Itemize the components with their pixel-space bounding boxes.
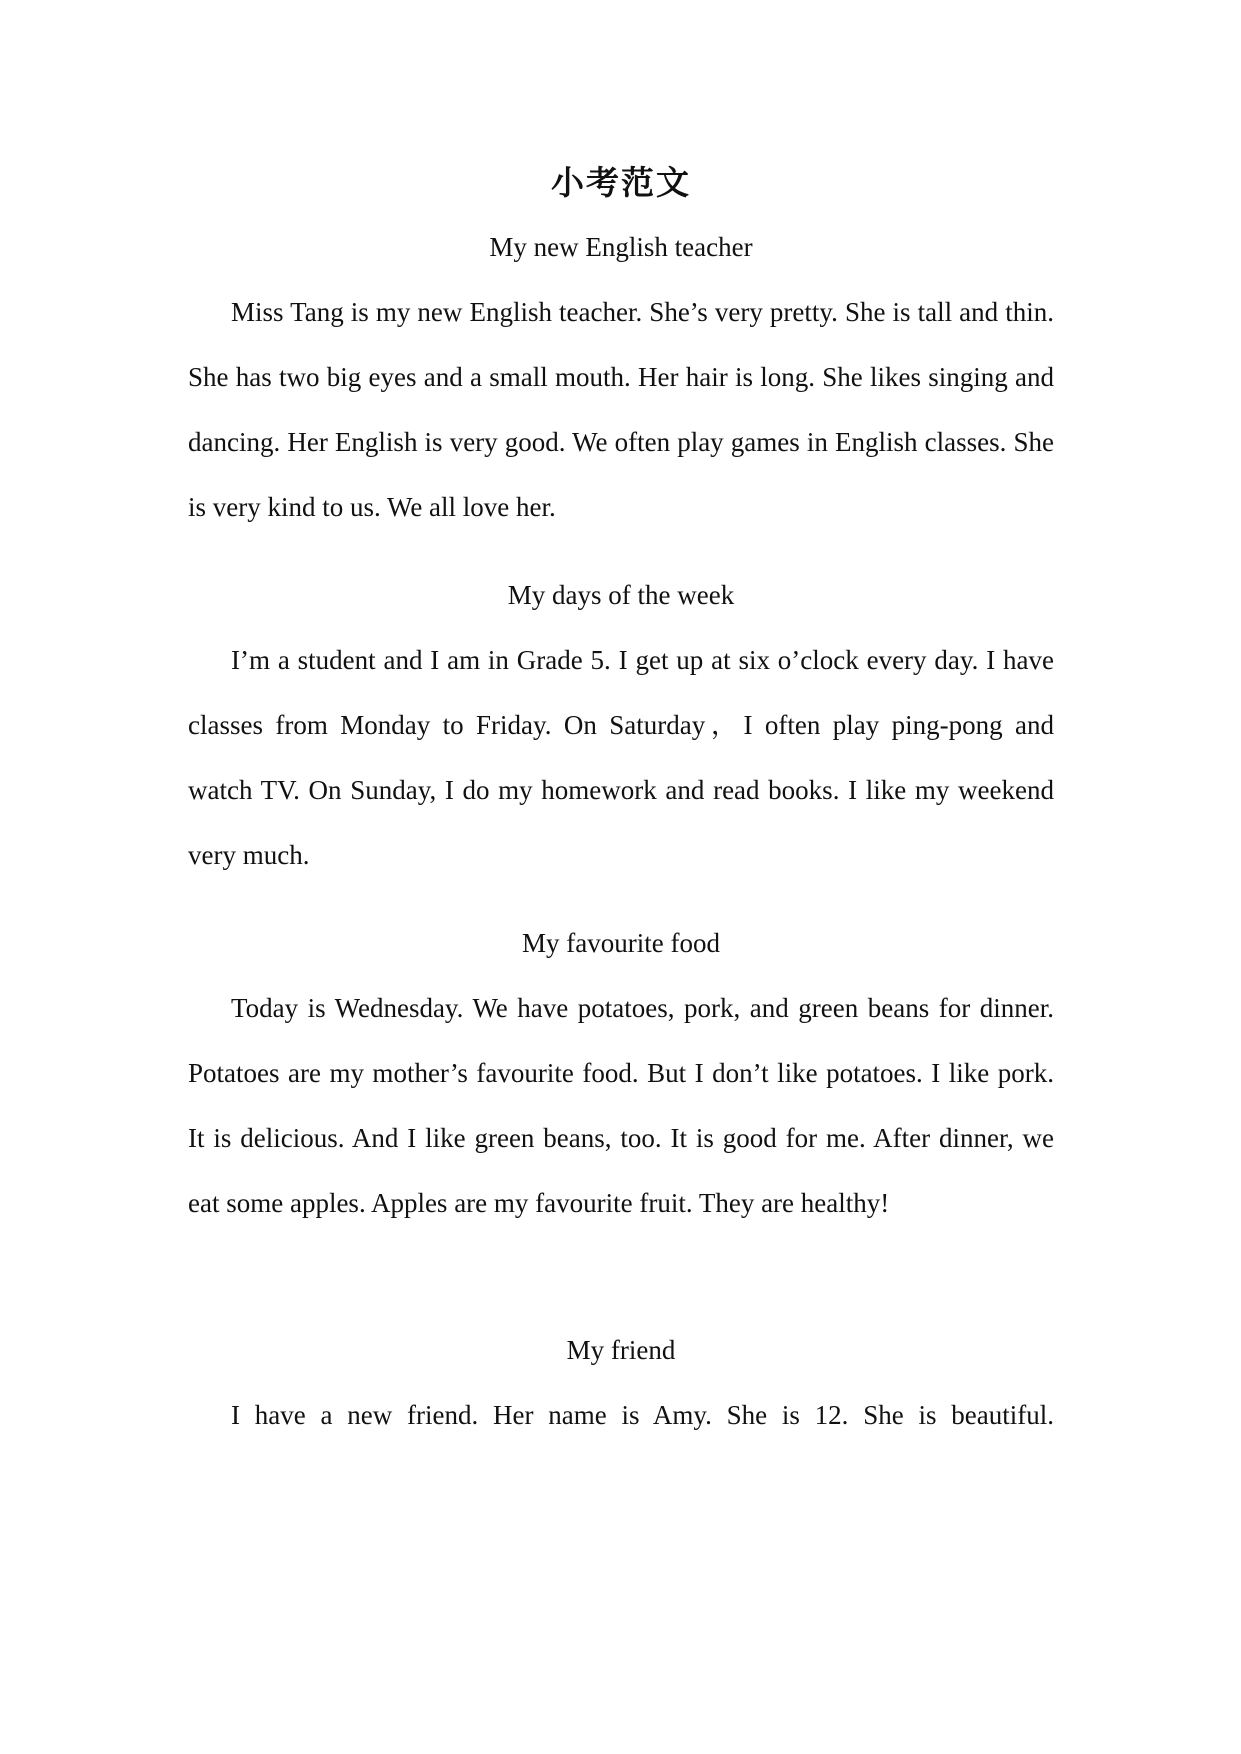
essay-heading: My new English teacher [489,232,753,262]
essay-heading: My favourite food [522,928,720,958]
essay-section [188,1318,1054,1448]
essay-body: Today is Wednesday. We have potatoes, pork, and green beans for dinner. Potatoes are my mother’s favourite food. But I don’t like potatoes. I like pork. It is delicious. And I like green beans, too. It is good for me. After dinner, we eat some apples. Apples are my favourite fruit. They are healthy! [188,993,1054,1218]
essay-heading: My friend [566,1335,676,1365]
essay-heading: My days of the week [507,580,735,610]
document-title: 小考范文 [551,163,691,202]
essay-section [188,563,1054,888]
essay-section [188,911,1054,1236]
essay-body: Miss Tang is my new English teacher. She’s very pretty. She is tall and thin. She has two big eyes and a small mouth. Her hair is long. She likes singing and dancing. Her English is very good. We often play games in English classes. She is very kind to us. We all love her. [188,297,1054,522]
essay-body: I have a new friend. Her name is Amy. She is 12. She is beautiful. [231,1400,1054,1430]
essay-body: I’m a student and I am in Grade 5. I get up at six o’clock every day. I have classes from Monday to Friday. On Saturday，I often play ping-pong and watch TV. On Sunday, I do my homework and read books. I like my weekend very much. [188,645,1054,870]
essay-section [188,215,1054,540]
